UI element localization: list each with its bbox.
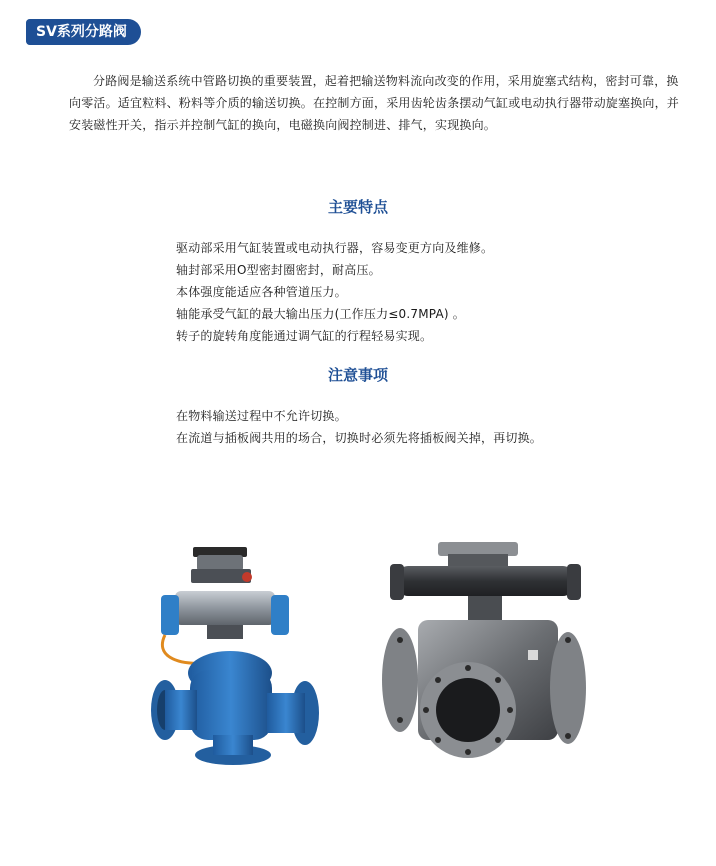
intro-paragraph: 分路阀是输送系统中管路切换的重要装置，起着把输送物料流向改变的作用，采用旋塞式结构，密封可靠，换向零活。适宜粒料、粉料等介质的输送切换。在控制方面，采用齿轮齿条摆动气缸或电动执行器带动旋塞换向，并安装磁性开关，指示并控制气缸的换向，电磁换向阀控制进、排气，实现换向。: [69, 74, 680, 132]
blue-valve-photo: [135, 545, 335, 775]
note-item: 在流道与插板阀共用的场合，切换时必须先将插板阀关掉，再切换。: [176, 431, 543, 445]
page-title: SV系列分路阀: [26, 19, 141, 45]
notes-heading: 注意事项: [327, 366, 388, 384]
notes-list: [176, 405, 542, 449]
note-item: 在物料输送过程中不允许切换。: [176, 409, 347, 423]
feature-item: 转子的旋转角度能通过调气缸的行程轻易实现。: [176, 329, 433, 343]
gray-valve-photo: [378, 540, 593, 785]
feature-item: 本体强度能适应各种管道压力。: [176, 285, 347, 299]
feature-item: 驱动部采用气缸装置或电动执行器，容易变更方向及维修。: [176, 241, 494, 255]
feature-item: 轴能承受气缸的最大输出压力(工作压力≤0.7MPA) 。: [176, 307, 465, 321]
features-heading: 主要特点: [327, 198, 388, 216]
features-list: [176, 237, 493, 347]
feature-item: 轴封部采用O型密封圈密封，耐高压。: [176, 263, 381, 277]
